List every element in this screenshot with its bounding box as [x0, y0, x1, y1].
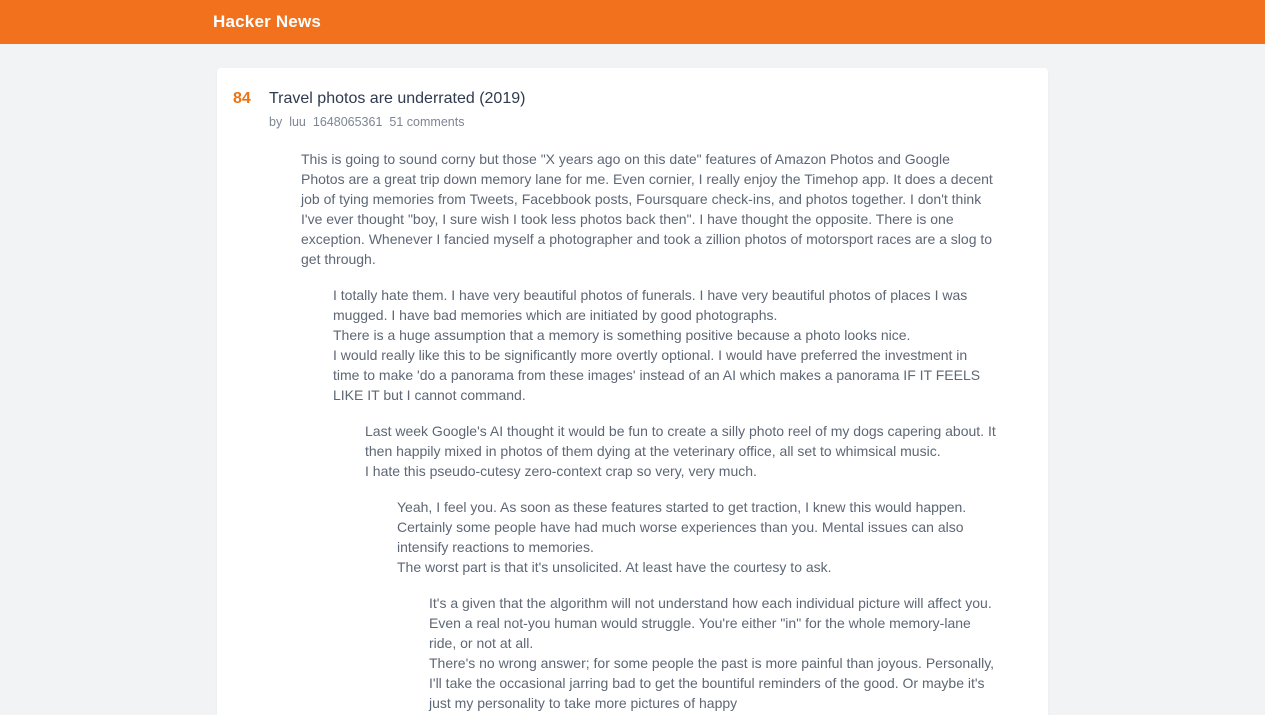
- story-header: [233, 88, 996, 130]
- story-comments-count[interactable]: 51 comments: [389, 115, 465, 129]
- comment: [365, 421, 996, 481]
- comment-paragraph: I would really like this to be significantly more overtly optional. I would have preferred the investment in time to make 'do a panorama from these images' instead of an AI which makes a panorama IF IT FEELS LIKE IT but I cannot command.: [333, 347, 981, 403]
- byline-prefix: by: [269, 115, 283, 129]
- story-byline: [269, 114, 996, 130]
- comment-thread: [269, 149, 996, 713]
- story-author: luu: [289, 115, 306, 129]
- comment-paragraph: I hate this pseudo-cutesy zero-context crap so very, very much.: [365, 463, 757, 479]
- story-card: [217, 68, 1048, 715]
- comment-paragraph: There's no wrong answer; for some people the past is more painful than joyous. Personally, I'll take the occasional jarring bad to get the bountiful reminders of the good. Or maybe it's just my personality to take more pictures of happy: [429, 655, 995, 711]
- comment: [397, 497, 996, 577]
- comment: [429, 593, 996, 713]
- comment: [333, 285, 996, 405]
- app-title[interactable]: Hacker News: [213, 12, 322, 31]
- comment: [301, 149, 996, 269]
- story-timestamp: 1648065361: [312, 115, 383, 129]
- app-header: [0, 0, 1265, 44]
- story-score: 84: [233, 90, 251, 107]
- comment-paragraph: There is a huge assumption that a memory is something positive because a photo looks nice.: [333, 327, 911, 343]
- story-title[interactable]: Travel photos are underrated (2019): [269, 90, 526, 107]
- comment-paragraph: Last week Google's AI thought it would be fun to create a silly photo reel of my dogs capering about. It then happily mixed in photos of them dying at the veterinary office, all set to whimsical music.: [365, 423, 996, 459]
- comment-paragraph: It's a given that the algorithm will not understand how each individual picture will affect you. Even a real not-you human would struggle. You're either "in" for the whole memory-lane ride, or not at all.: [429, 595, 992, 651]
- main-content: [217, 68, 1048, 715]
- story-main: [269, 88, 996, 130]
- comment-paragraph: The worst part is that it's unsolicited. At least have the courtesy to ask.: [397, 559, 832, 575]
- comment-paragraph: This is going to sound corny but those "X years ago on this date" features of Amazon Photos and Google Photos are a great trip down memory lane for me. Even cornier, I really enjoy the Timehop app. It does a decent job of tying memories from Tweets, Facebbook posts, Foursquare check-ins, and photos together. I don't think I've ever thought "boy, I sure wish I took less photos back then". I have thought the opposite. There is one exception. Whenever I fancied myself a photographer and took a zillion photos of motorsport races are a slog to get through.: [301, 151, 993, 267]
- comment-paragraph: I totally hate them. I have very beautiful photos of funerals. I have very beautiful photos of places I was mugged. I have bad memories which are initiated by good photographs.: [333, 287, 968, 323]
- comment-paragraph: Yeah, I feel you. As soon as these features started to get traction, I knew this would happen. Certainly some people have had much worse experiences than you. Mental issues can also intensify reactions to memories.: [397, 499, 967, 555]
